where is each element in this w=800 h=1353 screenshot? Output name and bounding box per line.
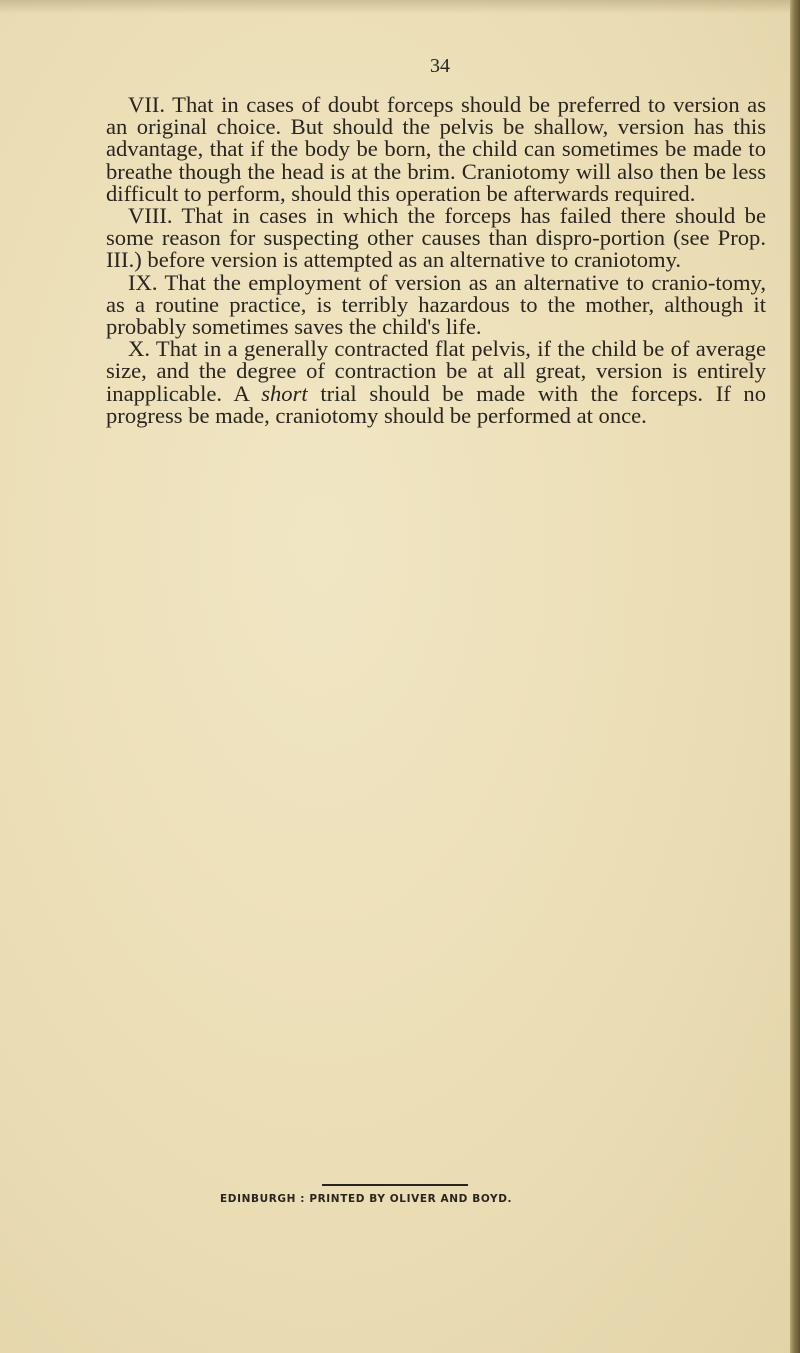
proposition-viii: VIII. That in cases in which the forceps has failed there should be some reason for suspecting other causes than dispro-portion (see Prop. III.) before version is attempted as an alternative to craniotomy. <box>106 203 766 273</box>
proposition-vii: VII. That in cases of doubt forceps should be preferred to version as an original choice. But should the pelvis be shallow, version has this advantage, that if the body be born, the child can sometimes be made to breathe though the head is at the brim. Craniotomy will also then be less difficult to perform, should this operation be afterwards required. <box>106 92 766 206</box>
proposition-x-emphasis: short <box>261 380 308 406</box>
proposition-x <box>106 338 766 427</box>
page-number: 34 <box>430 55 450 77</box>
page-binding-edge <box>790 0 800 1353</box>
proposition-x-text-start: X. That in a generally contracted flat pelvis, if the child be of average size, and the degree of contraction be at all great, version is entirely inapplicable. A <box>106 336 766 406</box>
body-text <box>106 94 766 427</box>
proposition-x-text-end: trial should be made with the forceps. If no progress be made, craniotomy should be performed at once. <box>106 380 767 428</box>
proposition-ix: IX. That the employment of version as an alternative to cranio-tomy, as a routine practice, is terribly hazardous to the mother, although it probably sometimes saves the child's life. <box>106 269 766 340</box>
printer-imprint: EDINBURGH : PRINTED BY OLIVER AND BOYD. <box>220 1193 513 1205</box>
page-top-shadow <box>0 0 800 14</box>
footer-rule <box>322 1184 468 1186</box>
